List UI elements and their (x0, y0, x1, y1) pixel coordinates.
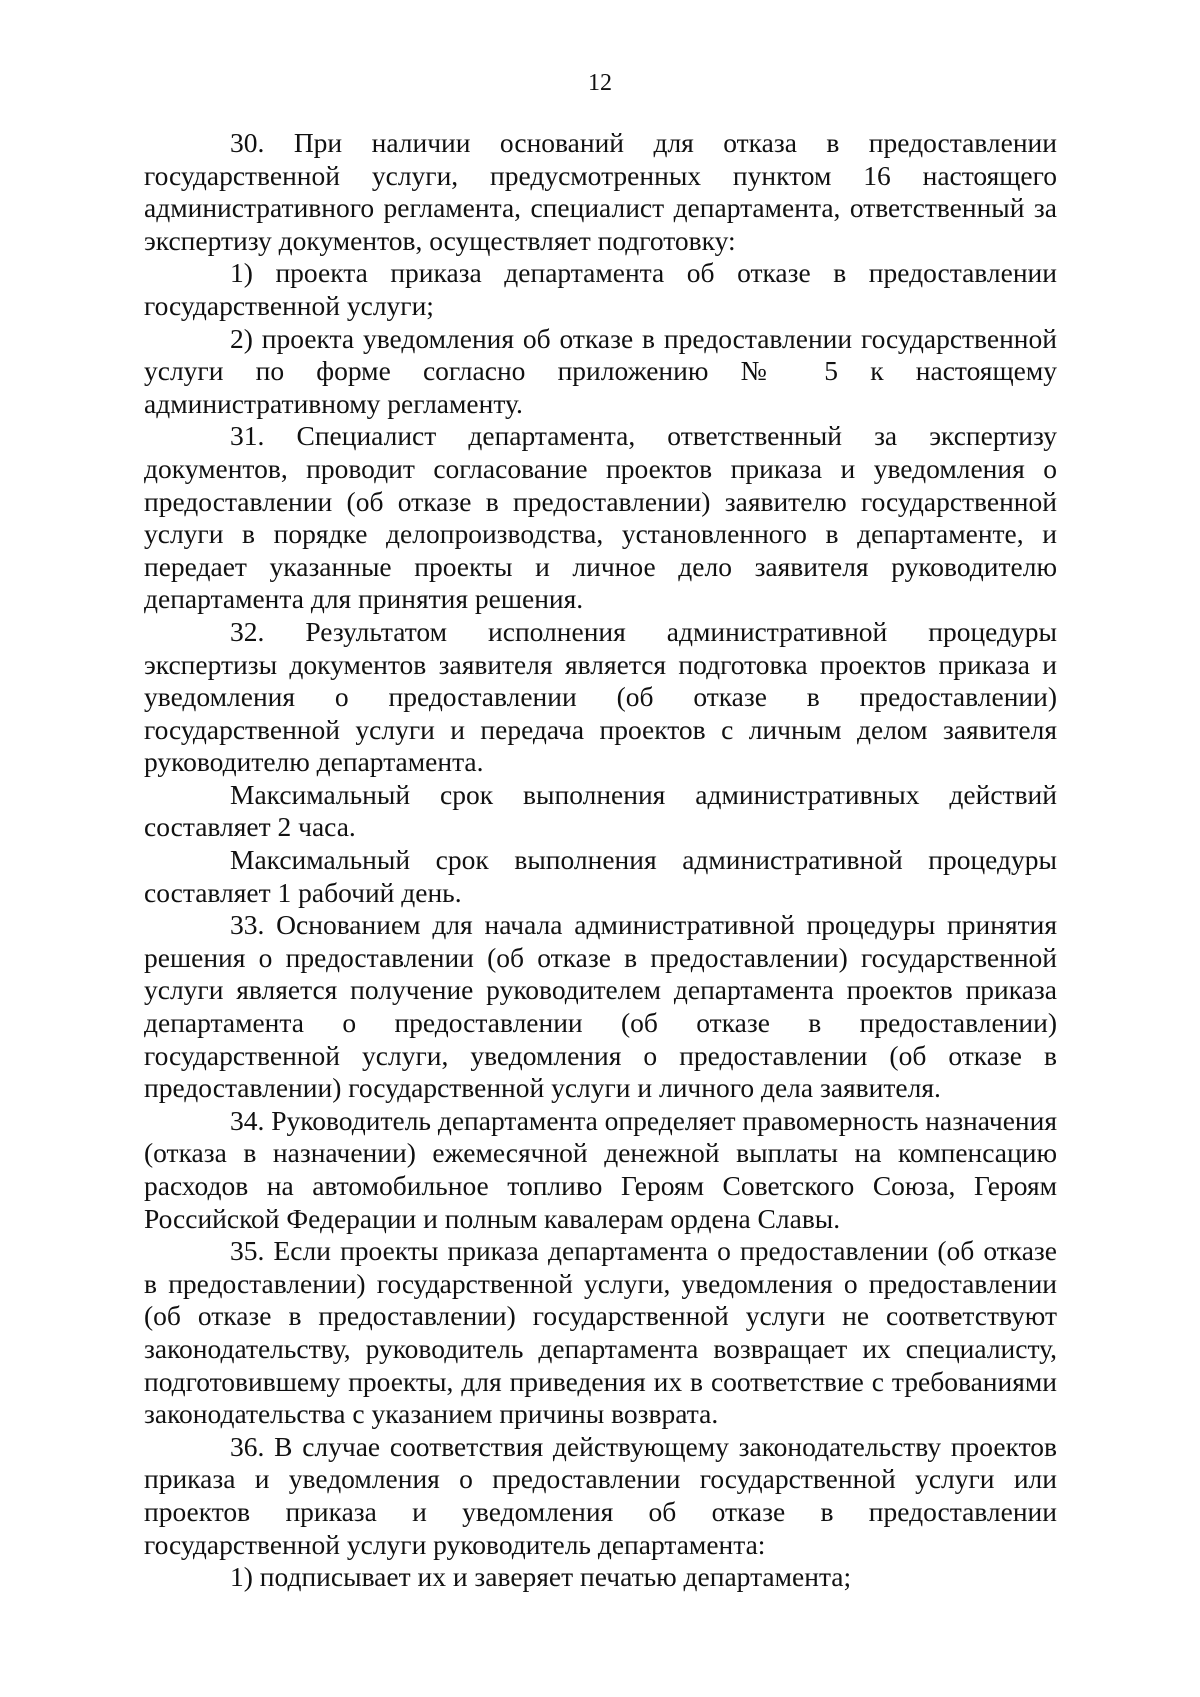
paragraph-31: 31. Специалист департамента, ответственный за экспертизу документов, проводит согласование проектов приказа и уведомления о предоставлении (об отказе в предоставлении) заявителю государственной услуги в порядке делопроизводства, установленного в департаменте, и передает указанные проекты и личное дело заявителя руководителю департамента для принятия решения. (144, 420, 1057, 615)
paragraph-32: 32. Результатом исполнения административной процедуры экспертизы документов заявителя является подготовка проектов приказа и уведомления о предоставлении (об отказе в предоставлении) государственной услуги и передача проектов с личным делом заявителя руководителю департамента. (144, 615, 1057, 778)
paragraph-max-time-actions: Максимальный срок выполнения административных действий составляет 2 часа. (144, 778, 1057, 843)
document-body (144, 127, 1057, 1594)
page-number: 12 (588, 70, 612, 96)
paragraph-34: 34. Руководитель департамента определяет правомерность назначения (отказа в назначении) ежемесячной денежной выплаты на компенсацию расходов на автомобильное топливо Героям Советского Союза, Героям Российской Федерации и полным кавалерам ордена Славы. (144, 1104, 1057, 1234)
paragraph-33: 33. Основанием для начала административной процедуры принятия решения о предоставлении (об отказе в предоставлении) государственной услуги является получение руководителем департамента проектов приказа департамента о предоставлении (об отказе в предоставлении) государственной услуги, уведомления о предоставлении (об отказе в предоставлении) государственной услуги и личного дела заявителя. (144, 909, 1057, 1104)
paragraph-30-item-1: 1) проекта приказа департамента об отказе в предоставлении государственной услуги; (144, 257, 1057, 321)
paragraph-36-item-1: 1) подписывает их и заверяет печатью департамента; (230, 1561, 852, 1593)
paragraph-35: 35. Если проекты приказа департамента о предоставлении (об отказе в предоставлении) государственной услуги, уведомления о предоставлении (об отказе в предоставлении) государственной услуги не соответствуют законодательству, руководитель департамента возвращает их специалисту, подготовившему проекты, для приведения их в соответствие с требованиями законодательства с указанием причины возврата. (144, 1235, 1057, 1430)
paragraph-30-item-2: 2) проекта уведомления об отказе в предоставлении государственной услуги по форме согласно приложению № 5 к настоящему административному регламенту. (144, 322, 1057, 419)
paragraph-36: 36. В случае соответствия действующему законодательству проектов приказа и уведомления о предоставлении государственной услуги или проектов приказа и уведомления об отказе в предоставлении государственной услуги руководитель департамента: (144, 1430, 1057, 1560)
paragraph-max-time-procedure: Максимальный срок выполнения административной процедуры составляет 1 рабочий день. (144, 844, 1057, 908)
paragraph-30: 30. При наличии оснований для отказа в предоставлении государственной услуги, предусмотренных пунктом 16 настоящего административного регламента, специалист департамента, ответственный за экспертизу документов, осуществляет подготовку: (144, 127, 1057, 256)
